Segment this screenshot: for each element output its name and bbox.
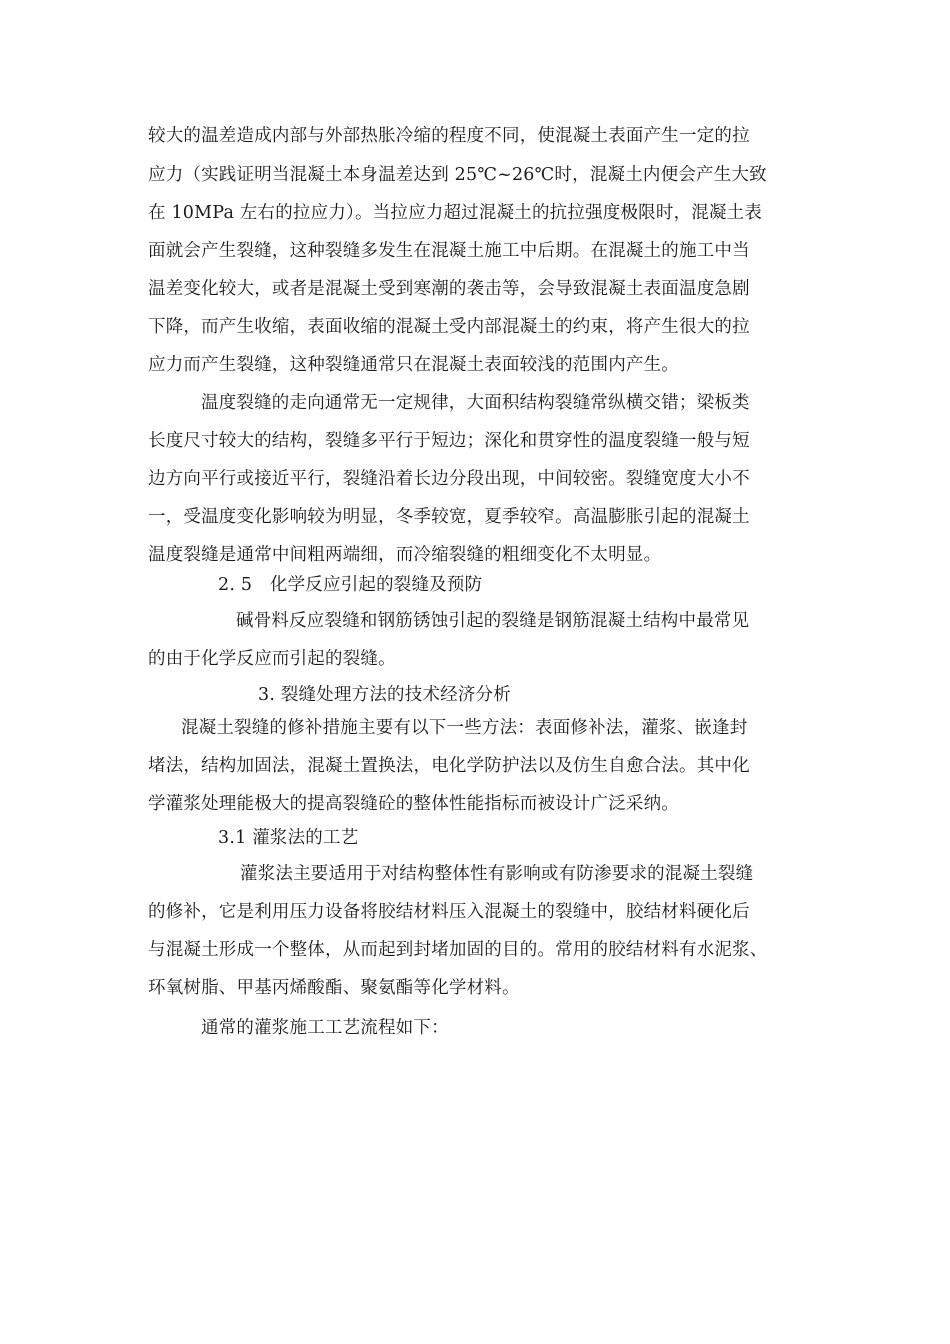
paragraph-line: 长度尺寸较大的结构，裂缝多平行于短边；深化和贯穿性的温度裂缝一般与短 [148, 431, 750, 451]
section-heading: 2. 5 化学反应引起的裂缝及预防 [218, 575, 483, 595]
paragraph-line: 通常的灌浆施工工艺流程如下： [201, 1018, 449, 1038]
paragraph-line: 温度裂缝是通常中间粗两端细，而冷缩裂缝的粗细变化不太明显。 [148, 545, 662, 565]
paragraph-line: 学灌浆处理能极大的提高裂缝砼的整体性能指标而被设计广泛采纳。 [148, 794, 679, 814]
paragraph-line: 的修补，它是利用压力设备将胶结材料压入混凝土的裂缝中，胶结材料硬化后 [148, 902, 750, 922]
paragraph-line: 与混凝土形成一个整体，从而起到封堵加固的目的。常用的胶结材料有水泥浆、 [148, 940, 768, 960]
section-heading: 3.1 灌浆法的工艺 [218, 828, 359, 848]
paragraph-line: 灌浆法主要适用于对结构整体性有影响或有防渗要求的混凝土裂缝 [240, 864, 754, 884]
paragraph-line: 的由于化学反应而引起的裂缝。 [148, 649, 396, 669]
paragraph-line: 应力（实践证明当混凝土本身温差达到 25℃~26℃时，混凝土内便会产生大致 [148, 165, 767, 185]
paragraph-line: 应力而产生裂缝，这种裂缝通常只在混凝土表面较浅的范围内产生。 [148, 355, 679, 375]
paragraph-line: 堵法，结构加固法，混凝土置换法，电化学防护法以及仿生自愈合法。其中化 [148, 756, 750, 776]
paragraph-line: 一，受温度变化影响较为明显，冬季较宽，夏季较窄。高温膨胀引起的混凝土 [148, 507, 750, 527]
paragraph-line: 较大的温差造成内部与外部热胀冷缩的程度不同，使混凝土表面产生一定的拉 [148, 126, 750, 146]
paragraph-line: 边方向平行或接近平行，裂缝沿着长边分段出现，中间较密。裂缝宽度大小不 [148, 469, 750, 489]
paragraph-line: 在 10MPa 左右的拉应力）。当拉应力超过混凝土的抗拉强度极限时，混凝土表 [148, 203, 763, 223]
paragraph-line: 温度裂缝的走向通常无一定规律，大面积结构裂缝常纵横交错；梁板类 [201, 393, 750, 413]
paragraph-line: 温差变化较大，或者是混凝土受到寒潮的袭击等，会导致混凝土表面温度急剧 [148, 279, 750, 299]
paragraph-line: 混凝土裂缝的修补措施主要有以下一些方法：表面修补法，灌浆、嵌逢封 [181, 718, 748, 738]
paragraph-line: 碱骨料反应裂缝和钢筋锈蚀引起的裂缝是钢筋混凝土结构中最常见 [236, 611, 750, 631]
paragraph-line: 下降，而产生收缩，表面收缩的混凝土受内部混凝土的约束，将产生很大的拉 [148, 317, 750, 337]
paragraph-line: 环氧树脂、甲基丙烯酸酯、聚氨酯等化学材料。 [148, 978, 520, 998]
paragraph-line: 面就会产生裂缝，这种裂缝多发生在混凝土施工中后期。在混凝土的施工中当 [148, 241, 750, 261]
section-heading: 3. 裂缝处理方法的技术经济分析 [258, 685, 511, 705]
